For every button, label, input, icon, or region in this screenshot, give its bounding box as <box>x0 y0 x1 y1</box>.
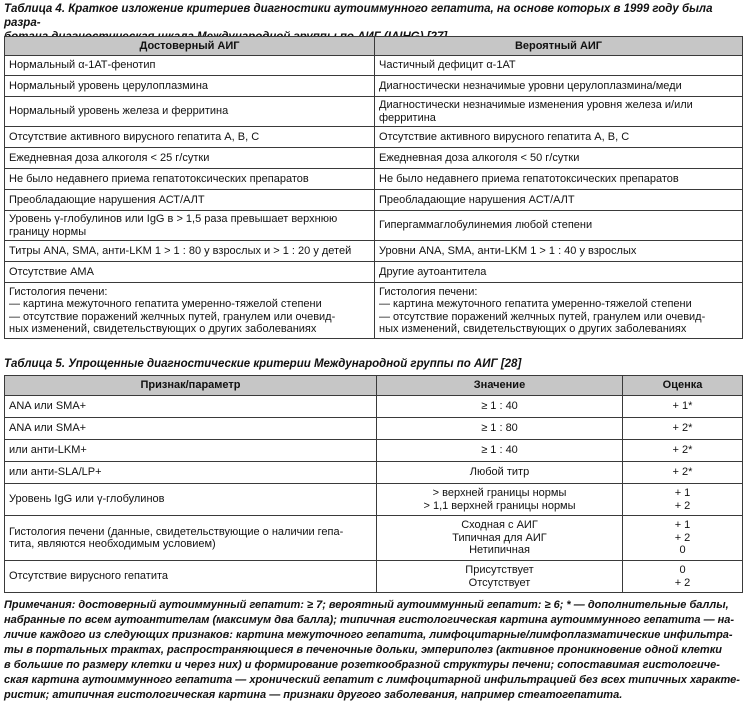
table4-cell: Преобладающие нарушения АСТ/АЛТ <box>375 190 743 211</box>
table-row <box>5 283 743 339</box>
table4-cell: Диагностически незначимые уровни церулоплазмина/меди <box>375 76 743 97</box>
table5-cell: + 2* <box>623 440 743 462</box>
table4-cell: Гипергаммаглобулинемия любой степени <box>375 211 743 241</box>
table5-cell: Гистология печени (данные, свидетельствующие о наличии гепа- тита, являются необходимым условием) <box>5 516 377 561</box>
table5-cell: Уровень IgG или γ-глобулинов <box>5 484 377 516</box>
table4-caption: Таблица 4. Краткое изложение критериев диагностики аутоиммунного гепатита, на основе которых в 1999 году была разра- <box>4 3 713 29</box>
table4-cell: Гистология печени: — картина межуточного гепатита умеренно-тяжелой степени — отсутствие поражений желчных путей, гранулем или очевид- ных изменений, свидетельствующих о других заболеваниях <box>375 283 743 339</box>
table5-cell: Отсутствие вирусного гепатита <box>5 561 377 593</box>
table-row <box>5 148 743 169</box>
table5-cell: ANA или SMA+ <box>5 396 377 418</box>
table5-cell: + 2* <box>623 462 743 484</box>
table5-cell: 0 + 2 <box>623 561 743 593</box>
table4-cell: Нормальный α-1АТ-фенотип <box>5 56 375 76</box>
table4-header-row <box>5 37 743 56</box>
table5-caption: Таблица 5. Упрощенные диагностические критерии Международной группы по АИГ [28] <box>4 358 522 370</box>
table4-cell: Преобладающие нарушения АСТ/АЛТ <box>5 190 375 211</box>
table4-cell: Отсутствие АМА <box>5 262 375 283</box>
table5-header-score: Оценка <box>623 376 743 396</box>
table-row <box>5 262 743 283</box>
table5-cell: ANA или SMA+ <box>5 418 377 440</box>
table-row <box>5 127 743 148</box>
table-row <box>5 484 743 516</box>
table-row <box>5 440 743 462</box>
table4-cell: Нормальный уровень церулоплазмина <box>5 76 375 97</box>
table5-cell: ≥ 1 : 40 <box>377 440 623 462</box>
table-row <box>5 97 743 127</box>
table-row <box>5 241 743 262</box>
table4-cell: Гистология печени: — картина межуточного гепатита умеренно-тяжелой степени — отсутствие поражений желчных путей, гранулем или очевид- ных изменений, свидетельствующих о других заболеваниях <box>5 283 375 339</box>
table-row <box>5 211 743 241</box>
table-row <box>5 561 743 593</box>
table5-cell: + 1 + 2 0 <box>623 516 743 561</box>
table-row <box>5 169 743 190</box>
table4-header-reliable: Достоверный АИГ <box>5 37 375 56</box>
table4-cell: Не было недавнего приема гепатотоксических препаратов <box>5 169 375 190</box>
table-row <box>5 396 743 418</box>
table5-cell: > верхней границы нормы > 1,1 верхней границы нормы <box>377 484 623 516</box>
table4-cell: Ежедневная доза алкоголя < 25 г/сутки <box>5 148 375 169</box>
table5 <box>4 375 743 593</box>
table-row <box>5 190 743 211</box>
table4-cell: Титры ANA, SMA, анти-LKM 1 > 1 : 80 у взрослых и > 1 : 20 у детей <box>5 241 375 262</box>
table5-header-parameter: Признак/параметр <box>5 376 377 396</box>
table5-header-value: Значение <box>377 376 623 396</box>
table5-cell: или анти-SLA/LP+ <box>5 462 377 484</box>
table4 <box>4 36 743 339</box>
table5-cell: + 1 + 2 <box>623 484 743 516</box>
table4-cell: Другие аутоантитела <box>375 262 743 283</box>
table4-cell: Ежедневная доза алкоголя < 50 г/сутки <box>375 148 743 169</box>
table5-cell: + 2* <box>623 418 743 440</box>
table4-cell: Уровень γ-глобулинов или IgG в > 1,5 раза превышает верхнюю границу нормы <box>5 211 375 241</box>
table5-cell: или анти-LKM+ <box>5 440 377 462</box>
table5-header-row <box>5 376 743 396</box>
table4-cell: Не было недавнего приема гепатотоксических препаратов <box>375 169 743 190</box>
table4-cell: Диагностически незначимые изменения уровня железа и/или ферритина <box>375 97 743 127</box>
table5-notes: Примечания: достоверный аутоиммунный гепатит: ≥ 7; вероятный аутоиммунный гепатит: ≥ 6; * — дополнительные баллы, набранные по всем аутоантителам (максимум два балла); типичная гистологическая картина аутоиммунного гепатита — на- личие каждого из следующих признаков: картина межуточного гепатита, лимфоцитарные/лимфоплазматические инфильтра- ты в портальных трактах, распространяющиеся в печеночные дольки, эмпериполез (активное проникновение одной клетки в большие по размеру клетки и через них) и формирование розеткообразной структуры печени; сопоставимая гистологиче- ская картина аутоиммунного гепатита — хронический гепатит с лимфоцитарной инфильтрацией без всех типичных характе- ристик; атипичная гистологическая картина — признаки другого заболевания, например стеатогепатита. <box>4 599 740 701</box>
table5-cell: + 1* <box>623 396 743 418</box>
table-row <box>5 516 743 561</box>
table4-cell: Уровни ANA, SMA, анти-LKM 1 > 1 : 40 у взрослых <box>375 241 743 262</box>
table4-cell: Отсутствие активного вирусного гепатита А, В, С <box>5 127 375 148</box>
table4-cell: Нормальный уровень железа и ферритина <box>5 97 375 127</box>
table-row <box>5 462 743 484</box>
table-row <box>5 56 743 76</box>
table5-cell: ≥ 1 : 40 <box>377 396 623 418</box>
table5-cell: ≥ 1 : 80 <box>377 418 623 440</box>
table4-cell: Частичный дефицит α-1АТ <box>375 56 743 76</box>
table4-cell: Отсутствие активного вирусного гепатита А, В, С <box>375 127 743 148</box>
table5-cell: Любой титр <box>377 462 623 484</box>
table4-header-probable: Вероятный АИГ <box>375 37 743 56</box>
table-row <box>5 76 743 97</box>
table5-cell: Присутствует Отсутствует <box>377 561 623 593</box>
table-row <box>5 418 743 440</box>
table5-cell: Сходная с АИГ Типичная для АИГ Нетипичная <box>377 516 623 561</box>
